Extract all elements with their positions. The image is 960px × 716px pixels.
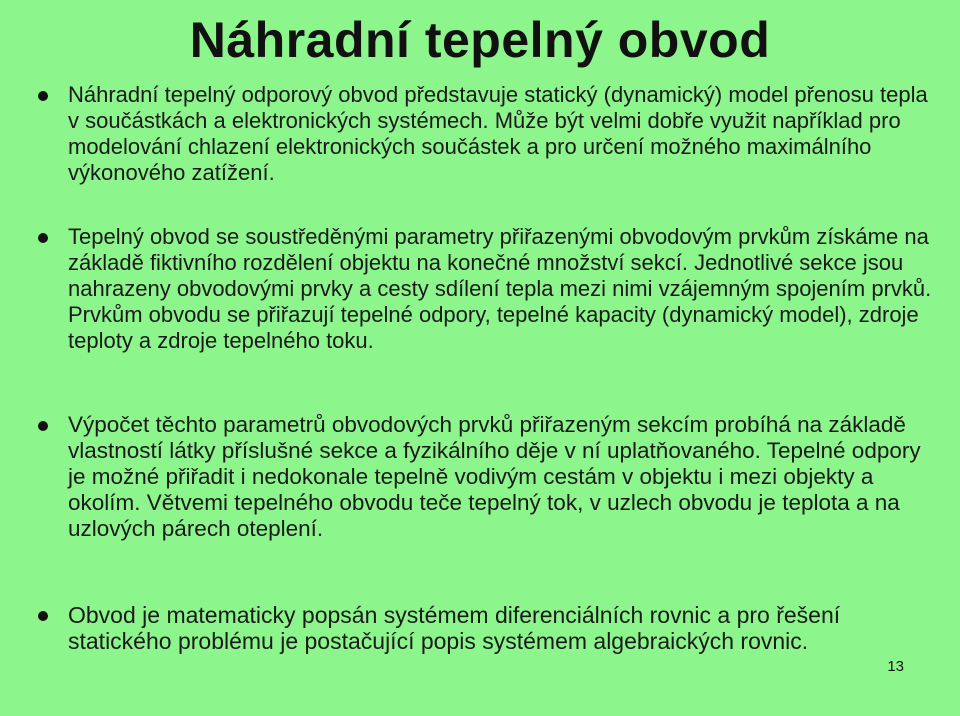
bullet-text: Tepelný obvod se soustředěnými parametry přiřazenými obvodovým prvkům získáme na základě fiktivního rozdělení objektu na konečné množství sekcí. Jednotlivé sekce jsou nahrazeny obvodovými prvky a cesty sdílení tepla mezi nimi vzájemným spojením prvků. Prvkům obvodu se přiřazují tepelné odpory, tepelné kapacity (dynamický model), zdroje teploty a zdroje tepelného toku.	[68, 224, 932, 353]
bullet-dot-icon	[38, 611, 48, 621]
bullet-dot-icon	[38, 421, 48, 431]
bullet-text: Výpočet těchto parametrů obvodových prvků přiřazeným sekcím probíhá na základě vlastností látky příslušné sekce a fyzikálního děje v ní uplatňovaného. Tepelné odpory je možné přiřadit i nedokonale tepelně vodivým cestám v objektu i mezi objekty a okolím. Větvemi tepelného obvodu teče tepelný tok, v uzlech obvodu je teplota a na uzlových párech oteplení.	[68, 412, 921, 541]
bullet-text: Náhradní tepelný odporový obvod představuje statický (dynamický) model přenosu tepla v součástkách a elektronických systémech. Může být velmi dobře využit například pro modelování chlazení elektronických součástek a pro určení možného maximálního výkonového zatížení.	[68, 82, 928, 185]
slide-title: Náhradní tepelný obvod	[189, 12, 771, 68]
bullet-dot-icon	[38, 233, 48, 243]
page-number: 13	[887, 658, 904, 675]
bullet-text: Obvod je matematicky popsán systémem diferenciálních rovnic a pro řešení statického problému je postačující popis systémem algebraických rovnic.	[68, 602, 841, 654]
bullet-dot-icon	[38, 91, 48, 101]
